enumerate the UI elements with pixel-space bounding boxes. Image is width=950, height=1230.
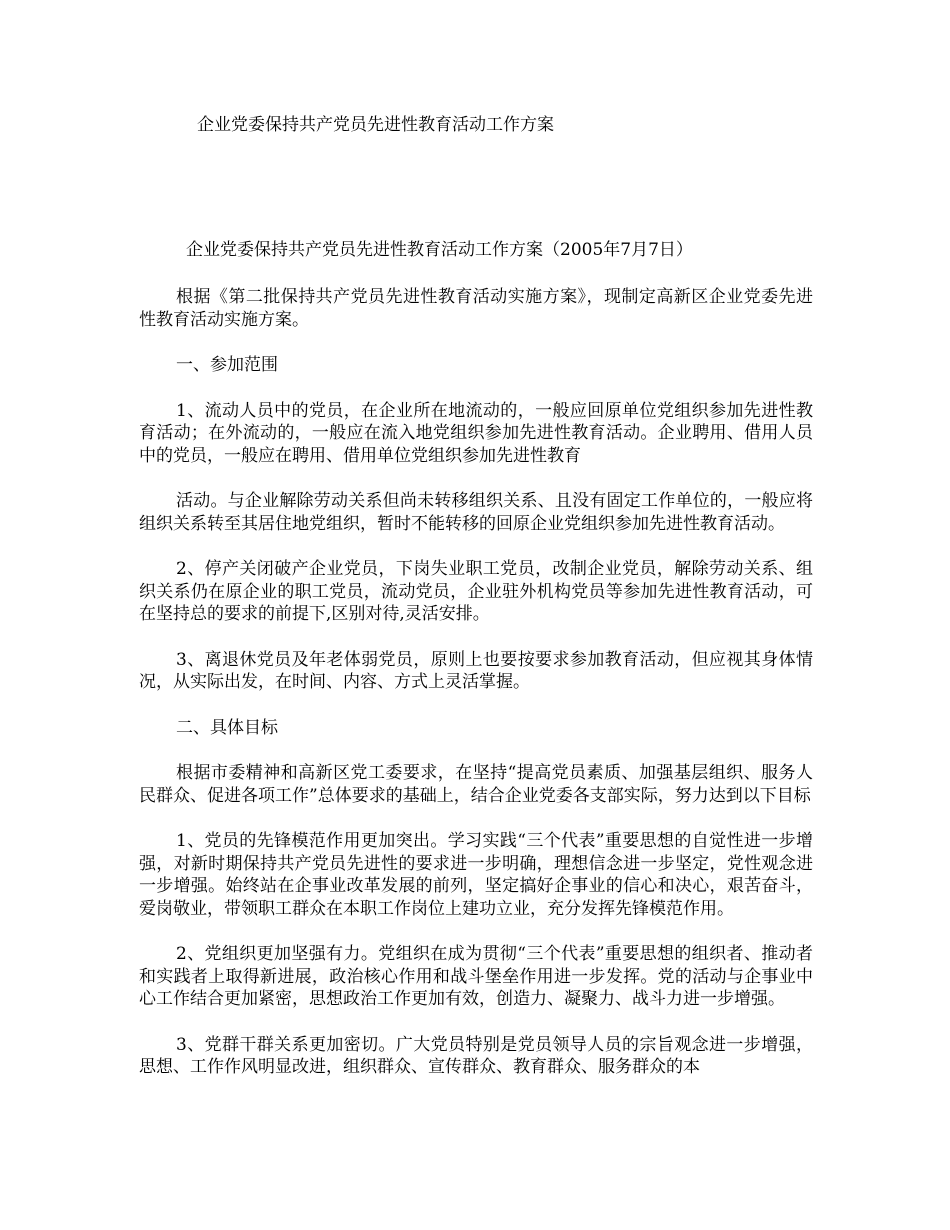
paragraph-goal-3: 3、党群干群关系更加密切。广大党员特别是党员领导人员的宗旨观念进一步增强，思想、工作作风明显改进，组织群众、宣传群众、教育群众、服务群众的本	[139, 1034, 813, 1077]
paragraph-scope-1: 1、流动人员中的党员，在企业所在地流动的，一般应回原单位党组织参加先进性教育活动；在外流动的，一般应在流入地党组织参加先进性教育活动。企业聘用、借用人员中的党员，一般应在聘用、借用单位党组织参加先进性教育	[139, 400, 813, 466]
paragraph-scope-2: 2、停产关闭破产企业党员，下岗失业职工党员，改制企业党员，解除劳动关系、组织关系仍在原企业的职工党员，流动党员，企业驻外机构党员等参加先进性教育活动，可在坚持总的要求的前提下,区别对待,灵活安排。	[139, 559, 813, 624]
paragraph-intro: 根据《第二批保持共产党员先进性教育活动实施方案》，现制定高新区企业党委先进性教育活动实施方案。	[139, 287, 813, 330]
paragraph-goals-intro: 根据市委精神和高新区党工委要求，在坚持“提高党员素质、加强基层组织、服务人民群众、促进各项工作”总体要求的基础上，结合企业党委各支部实际，努力达到以下目标	[139, 763, 813, 806]
paragraph-scope-3: 3、离退休党员及年老体弱党员，原则上也要按要求参加教育活动，但应视其身体情况，从实际出发，在时间、内容、方式上灵活掌握。	[139, 649, 813, 692]
section-heading-scope: 一、参加范围	[176, 355, 278, 375]
document-body	[139, 237, 813, 1102]
paragraph-scope-1-continued: 活动。与企业解除劳动关系但尚未转移组织关系、且没有固定工作单位的，一般应将组织关系转至其居住地党组织，暂时不能转移的回原企业党组织参加先进性教育活动。	[139, 491, 813, 534]
section-heading-goals: 二、具体目标	[176, 717, 278, 738]
document-subtitle: 企业党委保持共产党员先进性教育活动工作方案（2005年7月7日）	[186, 240, 693, 260]
paragraph-goal-2: 2、党组织更加坚强有力。党组织在成为贯彻“三个代表”重要思想的组织者、推动者和实践者上取得新进展，政治核心作用和战斗堡垒作用进一步发挥。党的活动与企事业中心工作结合更加紧密，思想政治工作更加有效，创造力、凝聚力、战斗力进一步增强。	[139, 944, 813, 1009]
document-header-title: 企业党委保持共产党员先进性教育活动工作方案	[197, 115, 554, 135]
paragraph-goal-1: 1、党员的先锋模范作用更加突出。学习实践“三个代表”重要思想的自觉性进一步增强，对新时期保持共产党员先进性的要求进一步明确，理想信念进一步坚定，党性观念进一步增强。始终站在企事业改革发展的前列，坚定搞好企事业的信心和决心，艰苦奋斗，爱岗敬业，带领职工群众在本职工作岗位上建功立业，充分发挥先锋模范作用。	[139, 831, 813, 919]
